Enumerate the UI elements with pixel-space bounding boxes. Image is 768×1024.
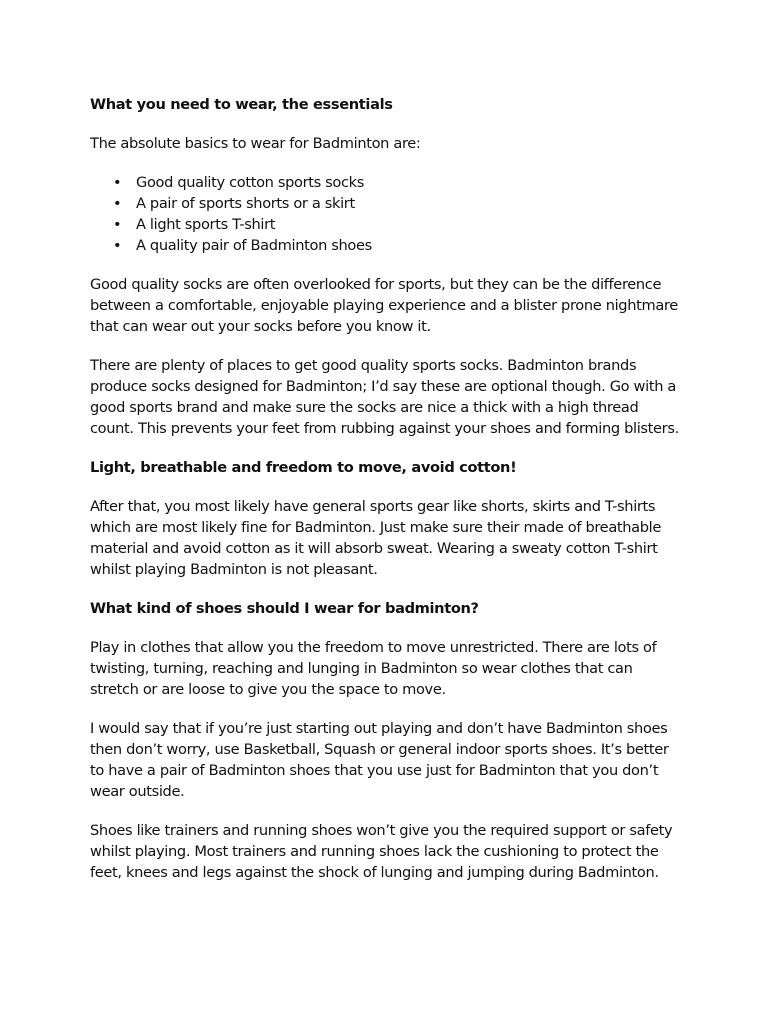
- bullet-icon: •: [113, 174, 122, 191]
- trainers-paragraph: Shoes like trainers and running shoes won’t give you the required support or safety whilst playing. Most trainers and running shoes lack the cushioning to protect the feet, knees and legs against the shock of lunging and jumping during Badminton.: [90, 822, 673, 881]
- section-heading-shoes: What kind of shoes should I wear for badminton?: [90, 600, 479, 617]
- bullet-icon: •: [113, 216, 122, 233]
- socks-brands-paragraph: There are plenty of places to get good quality sports socks. Badminton brands produce socks designed for Badminton; I’d say these are optional though. Go with a good sports brand and make sure the socks are nice a thick with a high thread count. This prevents your feet from rubbing against your shoes and forming blisters.: [90, 357, 679, 437]
- list-item-text: A quality pair of Badminton shoes: [136, 237, 372, 254]
- list-item: [90, 235, 682, 256]
- intro-paragraph: The absolute basics to wear for Badminton are:: [90, 135, 421, 152]
- list-item: [90, 172, 682, 193]
- bullet-icon: •: [113, 195, 122, 212]
- clothes-freedom-paragraph: Play in clothes that allow you the freedom to move unrestricted. There are lots of twisting, turning, reaching and lunging in Badminton so wear clothes that can stretch or are loose to give you the space to move.: [90, 639, 657, 698]
- socks-paragraph: Good quality socks are often overlooked for sports, but they can be the difference between a comfortable, enjoyable playing experience and a blister prone nightmare that can wear out your socks before you know it.: [90, 276, 678, 335]
- bullet-icon: •: [113, 237, 122, 254]
- list-item-text: A pair of sports shorts or a skirt: [136, 195, 355, 212]
- list-item-text: A light sports T-shirt: [136, 216, 276, 233]
- section-heading-breathable: Light, breathable and freedom to move, avoid cotton!: [90, 459, 517, 476]
- essentials-list: [90, 172, 682, 256]
- list-item: [90, 193, 682, 214]
- section-heading-essentials: What you need to wear, the essentials: [90, 96, 393, 113]
- list-item: [90, 214, 682, 235]
- starter-shoes-paragraph: I would say that if you’re just starting out playing and don’t have Badminton shoes then don’t worry, use Basketball, Squash or general indoor sports shoes. It’s better to have a pair of Badminton shoes that you use just for Badminton that you don’t wear outside.: [90, 720, 669, 800]
- list-item-text: Good quality cotton sports socks: [136, 174, 365, 191]
- sports-gear-paragraph: After that, you most likely have general sports gear like shorts, skirts and T-shirts which are most likely fine for Badminton. Just make sure their made of breathable material and avoid cotton as it will absorb sweat. Wearing a sweaty cotton T-shirt whilst playing Badminton is not pleasant.: [90, 498, 662, 578]
- document-page: [90, 94, 682, 901]
